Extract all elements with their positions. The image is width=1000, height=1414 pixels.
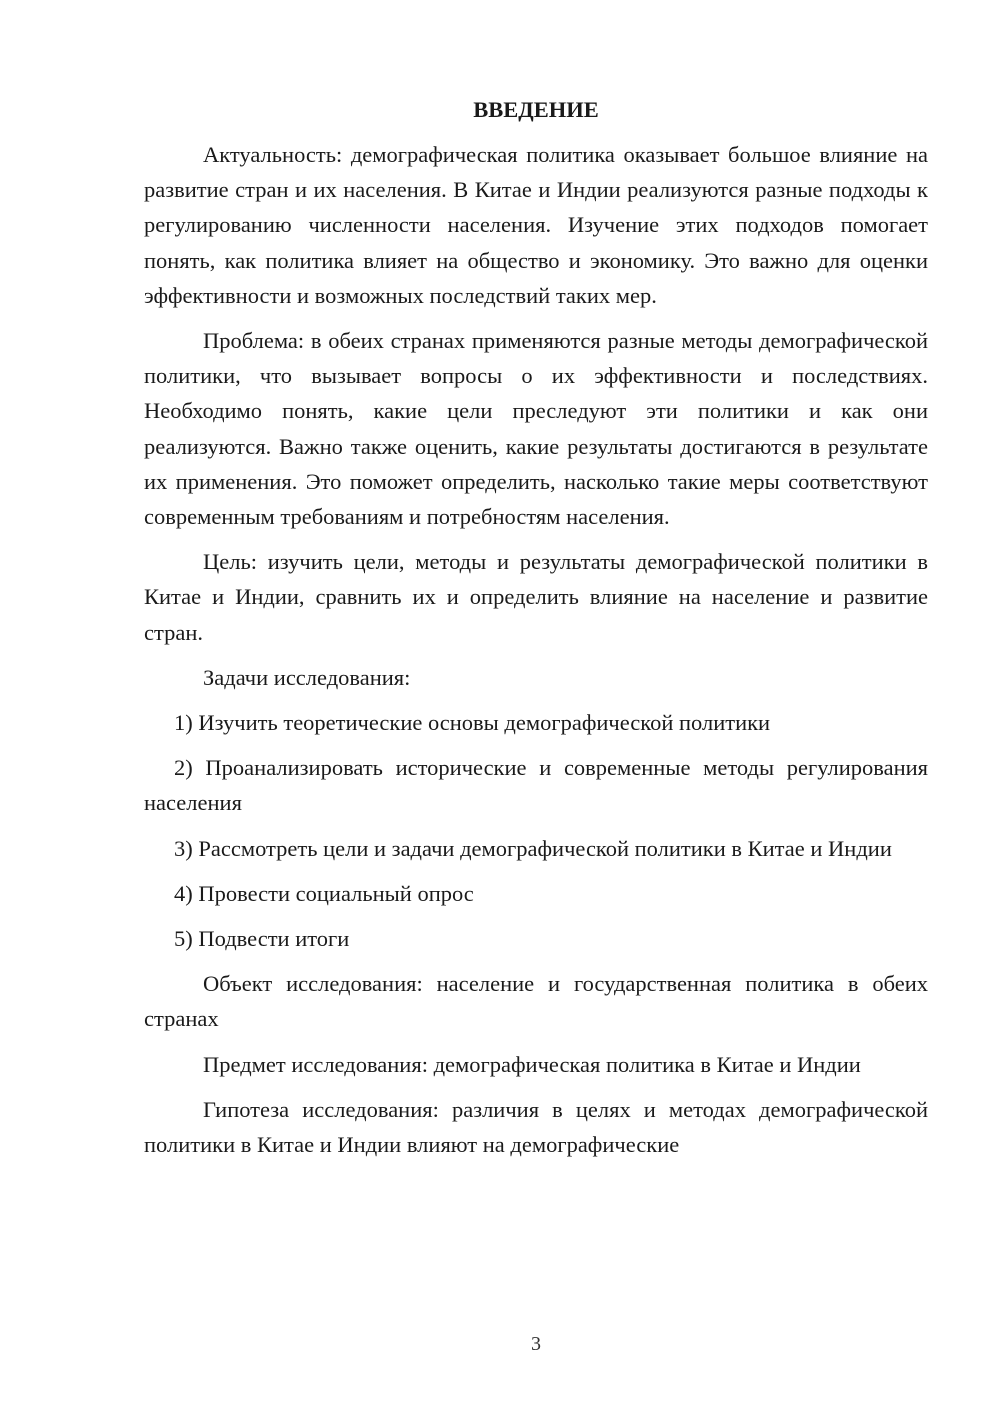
paragraph-goal: Цель: изучить цели, методы и результаты демографической политики в Китае и Индии, сравнить их и определить влияние на население и развитие стран. [144, 549, 928, 645]
paragraph-problem: Проблема: в обеих странах применяются разные методы демографической политики, что вызывает вопросы о их эффективности и последствиях. Необходимо понять, какие цели преследуют эти политики и как они реализуются. Важно также оценить, какие результаты достигаются в результате их применения. Это поможет определить, насколько такие меры соответствуют современным требованиям и потребностям населения. [144, 328, 928, 530]
task-item-4: 4) Провести социальный опрос [174, 880, 474, 906]
task-item-3: 3) Рассмотреть цели и задачи демографической политики в Китае и Индии [174, 835, 892, 861]
paragraph-object: Объект исследования: население и государственная политика в обеих странах [144, 971, 928, 1032]
tasks-heading: Задачи исследования: [203, 664, 411, 690]
page-number: 3 [531, 1333, 541, 1355]
task-item-5: 5) Подвести итоги [174, 926, 350, 952]
paragraph-relevance: Актуальность: демографическая политика оказывает большое влияние на развитие стран и их населения. В Китае и Индии реализуются разные подходы к регулированию численности населения. Изучение этих подходов помогает понять, как политика влияет на общество и экономику. Это важно для оценки эффективности и возможных последствий таких мер. [144, 142, 928, 308]
task-item-2: 2) Проанализировать исторические и современные методы регулирования населения [144, 755, 928, 816]
paragraph-subject: Предмет исследования: демографическая политика в Китае и Индии [203, 1051, 861, 1077]
paragraph-hypothesis: Гипотеза исследования: различия в целях и методах демографической политики в Китае и Индии влияют на демографические [144, 1096, 928, 1158]
page-content [144, 92, 928, 1172]
task-item-1: 1) Изучить теоретические основы демографической политики [174, 710, 771, 736]
section-title: ВВЕДЕНИЕ [473, 97, 599, 122]
